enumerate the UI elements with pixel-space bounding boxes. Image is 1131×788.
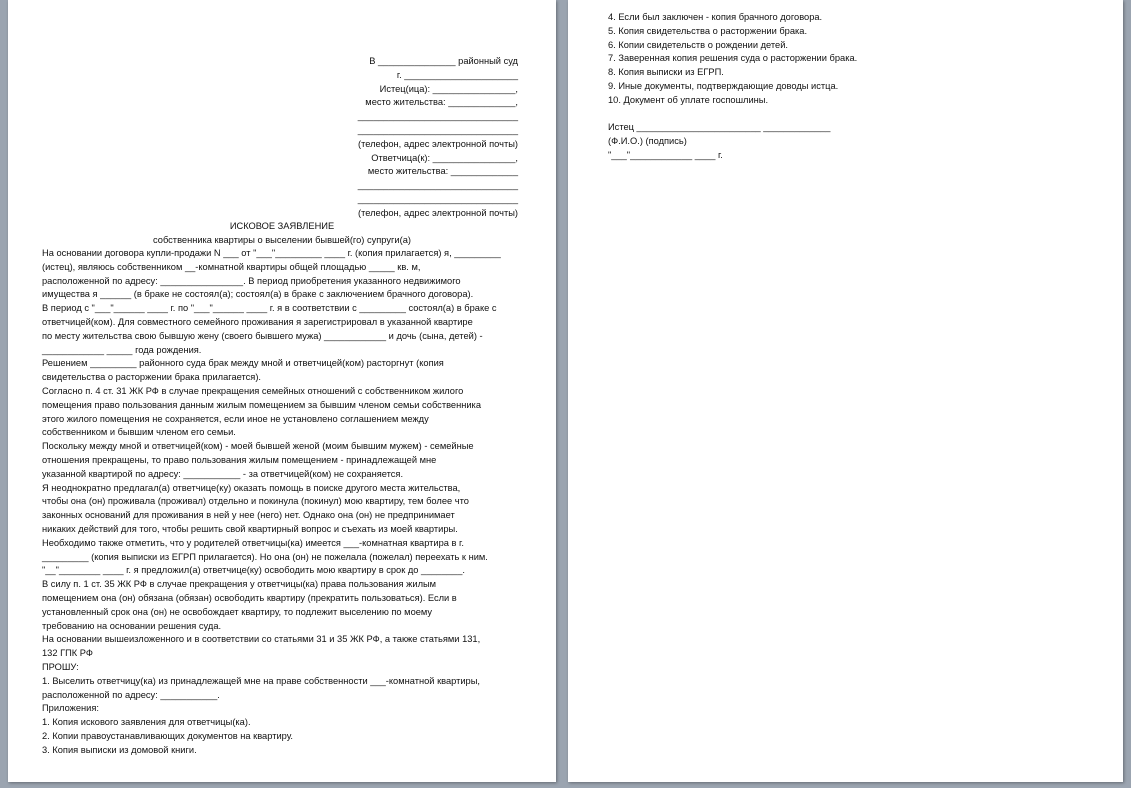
text-line: Необходимо также отметить, что у родителей ответчицы(ка) имеется ___-комнатная квартира в г. — [42, 537, 464, 548]
text-line: "___"____________ ____ г. — [608, 149, 723, 160]
text-line: Я неоднократно предлагал(а) ответчице(ку) оказать помощь в поиске другого места жительства, — [42, 482, 461, 493]
text-line: В силу п. 1 ст. 35 ЖК РФ в случае прекращения у ответчицы(ка) права пользования жилым — [42, 579, 437, 590]
addressee-block — [298, 55, 518, 221]
text-line: имущества я ______ (в браке не состоял(а); состоял(а) в браке с заключением брачного договора). — [42, 289, 474, 300]
text-line: 2. Копии правоустанавливающих документов на квартиру. — [42, 730, 294, 741]
text-line: 4. Если был заключен - копия брачного договора. — [608, 12, 823, 22]
text-line: 9. Иные документы, подтверждающие доводы истца. — [608, 80, 839, 91]
header-line: место жительства: _____________, — [365, 97, 518, 108]
text-line: 1. Копия искового заявления для ответчицы(ка). — [42, 717, 251, 728]
text-line: указанной квартирой по адресу: ___________ - за ответчицей(ком) не сохраняется. — [42, 468, 404, 479]
text-line: (Ф.И.О.) (подпись) — [608, 136, 687, 147]
text-line: установленный срок она (он) не освобождает квартиру, то подлежит выселению по моему — [42, 606, 433, 617]
document-page-2[interactable] — [568, 0, 1123, 782]
text-line: Приложения: — [42, 703, 99, 714]
text-line: (истец), являюсь собственником __-комнатной квартиры общей площадью _____ кв. м, — [42, 261, 421, 272]
text-line: ____________ _____ года рождения. — [42, 344, 202, 355]
text-line: Поскольку между мной и ответчицей(ком) - моей бывшей женой (моим бывшим мужем) - семейные — [42, 441, 474, 452]
header-line: _______________________________ — [357, 124, 518, 135]
claim-body-text — [42, 247, 522, 757]
text-line: Решением _________ районного суда брак между мной и ответчицей(ком) расторгнут (копия — [42, 358, 444, 369]
document-subtitle: собственника квартиры о выселении бывшей(го) супруги(а) — [153, 234, 411, 245]
text-line: На основании вышеизложенного и в соответствии со статьями 31 и 35 ЖК РФ, а также статьями 131, — [42, 634, 481, 645]
text-line: В период с "___"______ ____ г. по "___"______ ____ г. я в соответствии с _________ состоял(а) в браке с — [42, 303, 497, 314]
text-line: этого жилого помещения не сохраняется, если иное не установлено соглашением между — [42, 413, 429, 424]
text-line: требованию на основании решения суда. — [42, 620, 222, 631]
text-line: 3. Копия выписки из домовой книги. — [42, 744, 197, 755]
header-line: Ответчица(к): ________________, — [371, 152, 518, 163]
text-line: Согласно п. 4 ст. 31 ЖК РФ в случае прекращения семейных отношений с собственником жилого — [42, 385, 464, 396]
text-line: чтобы она (он) проживала (проживал) отдельно и покинула (покинул) мою квартиру, тем более что — [42, 496, 469, 507]
header-line: _______________________________ — [357, 180, 518, 191]
header-line: _______________________________ — [357, 193, 518, 204]
text-line: по месту жительства свою бывшую жену (своего бывшего мужа) ____________ и дочь (сына, детей) - — [42, 330, 483, 341]
text-line: 1. Выселить ответчицу(ка) из принадлежащей мне на праве собственности ___-комнатной квартиры, — [42, 675, 480, 686]
text-line: Истец ________________________ _____________ — [608, 122, 831, 133]
header-line: В _______________ районный суд — [369, 56, 518, 66]
text-line: помещением она (он) обязана (обязан) освободить квартиру (прекратить пользоваться). Если в — [42, 592, 457, 603]
header-line: Истец(ица): ________________, — [379, 83, 518, 94]
text-line: 10. Документ об уплате госпошлины. — [608, 94, 769, 105]
text-line: помещения право пользования данным жилым помещением за бывшим членом семьи собственника — [42, 399, 482, 410]
text-line: _________ (копия выписки из ЕГРП прилагается). Но она (он) не пожелала (пожелал) переехать к ним. — [42, 551, 488, 562]
text-line: 7. Заверенная копия решения суда о расторжении брака. — [608, 53, 858, 64]
text-line: На основании договора купли-продажи N ___ от "___"_________ ____ г. (копия прилагается) я, _________ — [42, 248, 501, 258]
text-line: свидетельства о расторжении брака прилагается). — [42, 372, 261, 383]
text-line: никаких действий для того, чтобы решить свой квартирный вопрос и съехать из моей квартиры. — [42, 523, 458, 534]
text-line: ответчицей(ком). Для совместного семейного проживания я зарегистрировал в указанной квартире — [42, 316, 473, 327]
text-line: 5. Копия свидетельства о расторжении брака. — [608, 25, 808, 36]
attachments-and-signature — [608, 11, 1088, 163]
document-title: ИСКОВОЕ ЗАЯВЛЕНИЕ — [229, 221, 335, 231]
text-line: 6. Копии свидетельств о рождении детей. — [608, 39, 788, 50]
document-page-1[interactable] — [8, 0, 556, 782]
text-line: собственником и бывшим членом его семьи. — [42, 427, 236, 438]
text-line: 132 ГПК РФ — [42, 648, 93, 659]
text-line: 8. Копия выписки из ЕГРП. — [608, 67, 724, 78]
header-line: (телефон, адрес электронной почты) — [358, 207, 518, 218]
text-line: расположенной по адресу: ________________. В период приобретения указанного недвижимого — [42, 275, 461, 286]
text-line: расположенной по адресу: ___________. — [42, 689, 220, 700]
header-line: место жительства: _____________ — [367, 166, 518, 177]
header-line: г. ______________________ — [396, 69, 518, 80]
text-line — [608, 108, 1088, 122]
header-line: (телефон, адрес электронной почты) — [358, 138, 518, 149]
text-line: "__"________ ____ г. я предложил(а) ответчице(ку) освободить мою квартиру в срок до ________. — [42, 565, 465, 576]
text-line: ПРОШУ: — [42, 661, 79, 672]
title-block — [42, 220, 522, 248]
text-line: законных оснований для проживания в ней у нее (него) нет. Однако она (он) не предпринимает — [42, 510, 455, 521]
header-line: _______________________________ — [357, 111, 518, 122]
text-line: отношения прекращены, то право пользования жилым помещением - принадлежащей мне — [42, 454, 437, 465]
